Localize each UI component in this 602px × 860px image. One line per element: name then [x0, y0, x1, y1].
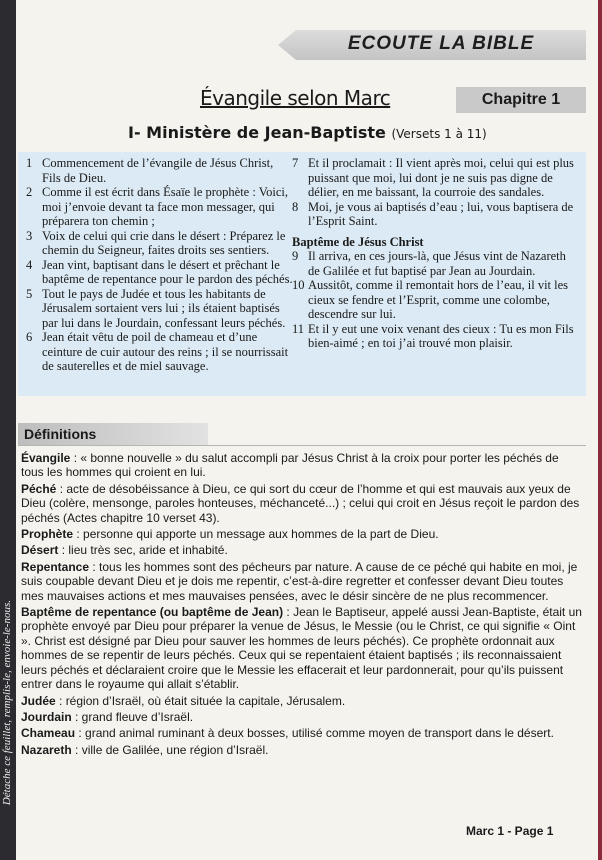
- verse-number: 9: [292, 249, 299, 263]
- definition-text: : grand animal ruminant à deux bosses, utilisé comme moyen de transport dans le désert.: [75, 726, 554, 741]
- definition-term: Désert: [21, 543, 59, 558]
- definition-term: Judée: [21, 693, 56, 708]
- definitions-list: [21, 451, 582, 759]
- definition-text: : ville de Galilée, une région d’Israël.: [71, 742, 269, 757]
- verse: [292, 249, 574, 278]
- verse-text: Et il proclamait : Il vient après moi, celui qui est plus puissant que moi, lui dont je ne suis pas digne de délier, en me baissant, la courroie des sandales.: [308, 156, 574, 199]
- definition-item: [21, 743, 582, 757]
- verse-number: 5: [26, 286, 33, 301]
- verse: [292, 322, 574, 351]
- chapter-label: Chapitre 1: [456, 87, 586, 113]
- verse-text: Jean vint, baptisant dans le désert et prêchant le baptême de repentance pour le pardon des péchés.: [42, 257, 293, 286]
- section-title-text: I- Ministère de Jean-Baptiste: [128, 123, 386, 142]
- definition-term: Péché: [21, 481, 57, 496]
- definition-text: : personne qui apporte un message aux hommes de la part de Dieu.: [73, 527, 439, 542]
- verse: [26, 287, 294, 331]
- section-subtitle: (Versets 1 à 11): [391, 127, 487, 141]
- page-edge: [598, 0, 602, 860]
- verse: [292, 156, 574, 200]
- definition-text: : région d’Israël, où était située la capitale, Jérusalem.: [55, 693, 346, 708]
- side-instruction: Détache ce feuillet, remplis-le, envoie-le-nous.: [1, 600, 13, 806]
- definitions-divider: [18, 445, 586, 446]
- definition-term: Prophète: [21, 527, 74, 542]
- definition-item: [21, 605, 582, 691]
- verse-number: 10: [292, 278, 305, 292]
- definition-text: : Jean le Baptiseur, appelé aussi Jean-Baptiste, était un prophète envoyé par Dieu pour préparer la venue de Jésus, le Messie (ou le Christ, ce qui signifie « Oint ». Christ est désigné par Dieu pour sauver les hommes de leurs péchés). Ce prophète ordonnait aux hommes de se repentir de leurs péchés. Ceux qui se repentaient étaient baptisés ; ils reconnaissaient leurs péchés et déclaraient croire que le Messie les effacerait et leur pardonnerait, pour qu’ils puissent entrer dans le royaume qui allait s’établir.: [21, 605, 582, 692]
- verse-text: Moi, je vous ai baptisés d’eau ; lui, vous baptisera de l’Esprit Saint.: [308, 199, 574, 228]
- definition-text: : tous les hommes sont des pécheurs par nature. A cause de ce péché qui habite en moi, je suis coupable devant Dieu et je dois me repentir, c’est-à-dire regretter et confesser devant Dieu toutes mes mauvaises actions et mes mauvaises pensées, avec le désir sincère de ne plus recommencer.: [21, 559, 578, 603]
- definition-item: [21, 527, 582, 541]
- definition-text: : grand fleuve d’Israël.: [71, 709, 194, 724]
- verse-text: Et il y eut une voix venant des cieux : Tu es mon Fils bien-aimé ; en toi j’ai trouvé mon plaisir.: [308, 321, 574, 350]
- section-title: [128, 123, 487, 142]
- verse: [26, 258, 294, 287]
- definition-term: Chameau: [21, 726, 76, 741]
- verse-number: 3: [26, 228, 33, 243]
- verse: [26, 229, 294, 258]
- verse: [26, 185, 294, 229]
- page-footer: Marc 1 - Page 1: [466, 824, 554, 838]
- definition-term: Repentance: [21, 559, 90, 574]
- verses-right-b: [292, 249, 574, 351]
- verse-number: 6: [26, 330, 33, 344]
- verses-right-a: [292, 156, 574, 229]
- verse-text: Il arriva, en ces jours-là, que Jésus vint de Nazareth de Galilée et fut baptisé par Jean au Jourdain.: [308, 249, 566, 278]
- scripture-panel: [18, 152, 586, 396]
- verse-number: 7: [292, 156, 299, 170]
- verse-text: Aussitôt, comme il remontait hors de l’eau, il vit les cieux se fendre et l’Esprit, comme une colombe, descendre sur lui.: [308, 278, 569, 321]
- definition-item: [21, 726, 582, 740]
- verse: [26, 330, 294, 374]
- definition-item: [21, 694, 582, 708]
- verse-text: Voix de celui qui crie dans le désert : Préparez le chemin du Seigneur, faites droits ses sentiers.: [42, 228, 286, 257]
- baptism-heading: Baptême de Jésus Christ: [292, 234, 424, 249]
- verse-number: 2: [26, 185, 33, 199]
- verse: [292, 200, 574, 229]
- verses-right-column: [292, 156, 574, 351]
- verse-number: 1: [26, 156, 33, 170]
- definition-term: Baptême de repentance (ou baptême de Jean): [21, 605, 284, 620]
- definition-item: [21, 451, 582, 480]
- definition-text: : lieu très sec, aride et inhabité.: [58, 543, 228, 558]
- definition-item: [21, 710, 582, 724]
- definition-term: Jourdain: [21, 709, 72, 724]
- definition-term: Évangile: [21, 451, 71, 465]
- verse-text: Commencement de l’évangile de Jésus Christ, Fils de Dieu.: [42, 156, 274, 185]
- definition-text: : « bonne nouvelle » du salut accompli par Jésus Christ à la croix pour porter les péchés de tous les hommes qui croient en lui.: [21, 451, 559, 480]
- definition-item: [21, 543, 582, 557]
- gospel-title: Évangile selon Marc: [200, 86, 391, 110]
- verse-number: 11: [292, 321, 305, 336]
- definition-text: : acte de désobéissance à Dieu, ce qui sort du cœur de l’homme et qui est mauvais aux yeux de Dieu (colère, mensonge, paroles honteuses, méchanceté...) ; celui qui croit en Jésus reçoit le pardon des péchés (Actes chapitre 10 verset 43).: [21, 481, 580, 525]
- verse-number: 4: [26, 257, 33, 272]
- verse: [292, 278, 574, 322]
- definitions-title: Définitions: [18, 423, 208, 445]
- definition-term: Nazareth: [21, 742, 72, 757]
- verse: [26, 156, 294, 185]
- verse-text: Tout le pays de Judée et tous les habitants de Jérusalem sortaient vers lui ; ils étaient baptisés par lui dans le Jourdain, confessant leurs péchés.: [42, 286, 286, 330]
- definition-item: [21, 482, 582, 525]
- verse-number: 8: [292, 199, 299, 214]
- verse-text: Jean était vêtu de poil de chameau et d’une ceinture de cuir autour des reins ; il se nourrissait de sauterelles et de miel sauvage.: [42, 330, 289, 373]
- definition-item: [21, 560, 582, 603]
- verse-text: Comme il est écrit dans Ésaïe le prophète : Voici, moi j’envoie devant ta face mon messager, qui préparera ton chemin ;: [42, 185, 289, 228]
- verses-left-column: [26, 156, 294, 374]
- banner-title: ECOUTE LA BIBLE: [347, 33, 535, 54]
